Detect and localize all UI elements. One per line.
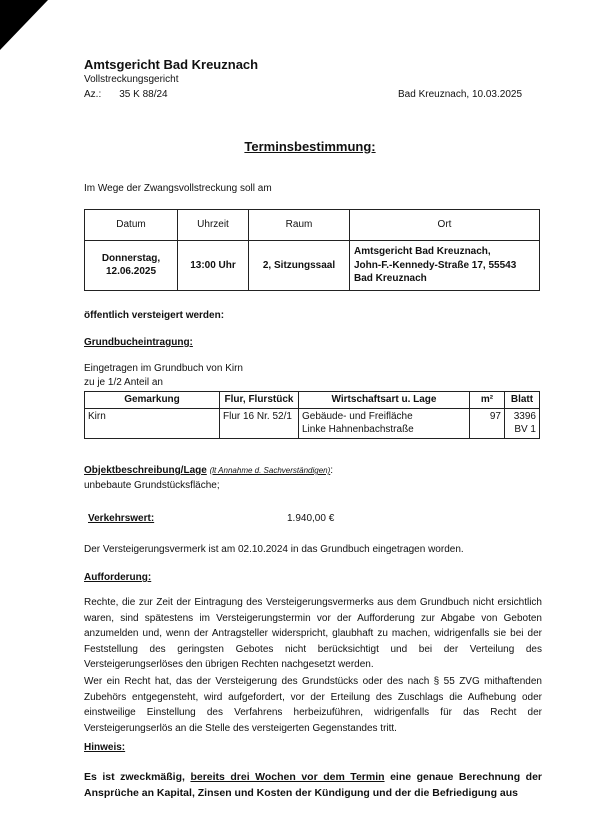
case-number-label: Az.: xyxy=(84,89,102,100)
market-value-label: Verkehrswert: xyxy=(88,513,155,524)
appointment-place-line3: Bad Kreuznach xyxy=(354,273,427,284)
row-gemarkung: Kirn xyxy=(85,408,220,438)
grundbuch-line2: zu je 1/2 Anteil an xyxy=(84,377,163,388)
appointment-day: 12.06.2025 xyxy=(105,266,157,278)
objekt-text: unbebaute Grundstücksfläche; xyxy=(84,480,220,491)
auction-text: öffentlich versteigert werden: xyxy=(84,310,225,321)
grundbuch-line1: Eingetragen im Grundbuch von Kirn xyxy=(84,363,243,374)
market-value: 1.940,00 € xyxy=(287,513,335,524)
hinweis-heading: Hinweis: xyxy=(84,742,126,753)
col-header-gemarkung: Gemarkung xyxy=(85,392,220,409)
hinweis-text-start: Es ist zweckmäßig, xyxy=(84,771,191,783)
appointment-table xyxy=(84,209,540,291)
row-blatt-line2: BV 1 xyxy=(514,424,536,435)
appointment-date xyxy=(85,241,178,291)
grundbuch-heading: Grundbucheintragung: xyxy=(84,337,193,348)
land-register-row xyxy=(85,408,540,438)
col-header-m2: m² xyxy=(470,392,505,409)
case-number-value: 35 K 88/24 xyxy=(119,89,168,100)
col-header-time: Uhrzeit xyxy=(178,210,249,241)
court-name: Amtsgericht Bad Kreuznach xyxy=(84,57,259,72)
col-header-flur: Flur, Flurstück xyxy=(220,392,299,409)
court-department: Vollstreckungsgericht xyxy=(84,74,179,85)
land-register-header-row xyxy=(85,392,540,409)
case-number xyxy=(84,88,168,102)
hinweis-text xyxy=(84,769,542,802)
row-wirtschaftsart-line2: Linke Hahnenbachstraße xyxy=(302,424,414,435)
scan-corner-mark xyxy=(0,0,48,50)
col-header-blatt: Blatt xyxy=(505,392,540,409)
col-header-room: Raum xyxy=(249,210,350,241)
col-header-wirtschaftsart: Wirtschaftsart u. Lage xyxy=(299,392,470,409)
registration-note: Der Versteigerungsvermerk ist am 02.10.2024 in das Grundbuch eingetragen worden. xyxy=(84,544,464,555)
appointment-row xyxy=(85,241,540,291)
page-title: Terminsbestimmung: xyxy=(244,139,376,154)
row-m2: 97 xyxy=(470,408,505,438)
objekt-heading: Objektbeschreibung/Lage xyxy=(84,465,207,476)
row-wirtschaftsart-line1: Gebäude- und Freifläche xyxy=(302,410,413,422)
row-flur: Flur 16 Nr. 52/1 xyxy=(220,408,299,438)
row-blatt xyxy=(505,408,540,438)
place-date: Bad Kreuznach, 10.03.2025 xyxy=(398,89,522,100)
hinweis-text-end: eine genaue Berechnung der Ansprüche an Kapital, Zinsen und Kosten der Kündigung und der die Befriedigung aus xyxy=(84,771,542,800)
appointment-time: 13:00 Uhr xyxy=(178,241,249,291)
land-register-table xyxy=(84,391,540,439)
appointment-place-line2: John-F.-Kennedy-Straße 17, 55543 xyxy=(354,259,517,271)
col-header-date: Datum xyxy=(85,210,178,241)
aufforderung-paragraph-1: Rechte, die zur Zeit der Eintragung des Versteigerungsvermerks aus dem Grundbuch nicht ersichtlich waren, sind spätestens im Versteigerungstermin vor der Aufforderung zur Abgabe von Geboten anzumelden und, wenn der Antragsteller widerspricht, glaubhaft zu machen, widrigenfalls sie bei der Feststellung des geringsten Gebotes nicht berücksichtigt und bei der Verteilung des Versteigerungserlöses den übrigen Rechten nachgesetzt werden. xyxy=(84,597,542,670)
hinweis-emphasis: bereits drei Wochen vor dem Termin xyxy=(190,771,385,783)
intro-text: Im Wege der Zwangsvollstreckung soll am xyxy=(84,183,272,194)
objekt-colon: : xyxy=(330,465,334,476)
col-header-place: Ort xyxy=(350,210,540,241)
appointment-place-line1: Amtsgericht Bad Kreuznach, xyxy=(354,246,491,257)
aufforderung-paragraph-2: Wer ein Recht hat, das der Versteigerung des Grundstücks oder des nach § 55 ZVG mithaftenden Zubehörs entgegensteht, wird aufgefordert, vor der Erteilung des Zuschlags die Aufhebung oder einstweilige Einstellung des Verfahrens herbeizuführen, widrigenfalls für das Recht der Versteigerungserlös an die Stelle des versteigerten Gegenstandes tritt. xyxy=(84,676,542,734)
appointment-header-row xyxy=(85,210,540,241)
appointment-room: 2, Sitzungssaal xyxy=(249,241,350,291)
aufforderung-heading: Aufforderung: xyxy=(84,572,152,583)
objekt-note: (lt Annahme d. Sachverständigen) xyxy=(209,466,331,475)
row-wirtschaftsart xyxy=(299,408,470,438)
appointment-weekday: Donnerstag, xyxy=(101,252,161,264)
objekt-heading-line xyxy=(84,464,333,478)
appointment-place xyxy=(350,241,540,291)
row-blatt-line1: 3396 xyxy=(513,410,536,422)
